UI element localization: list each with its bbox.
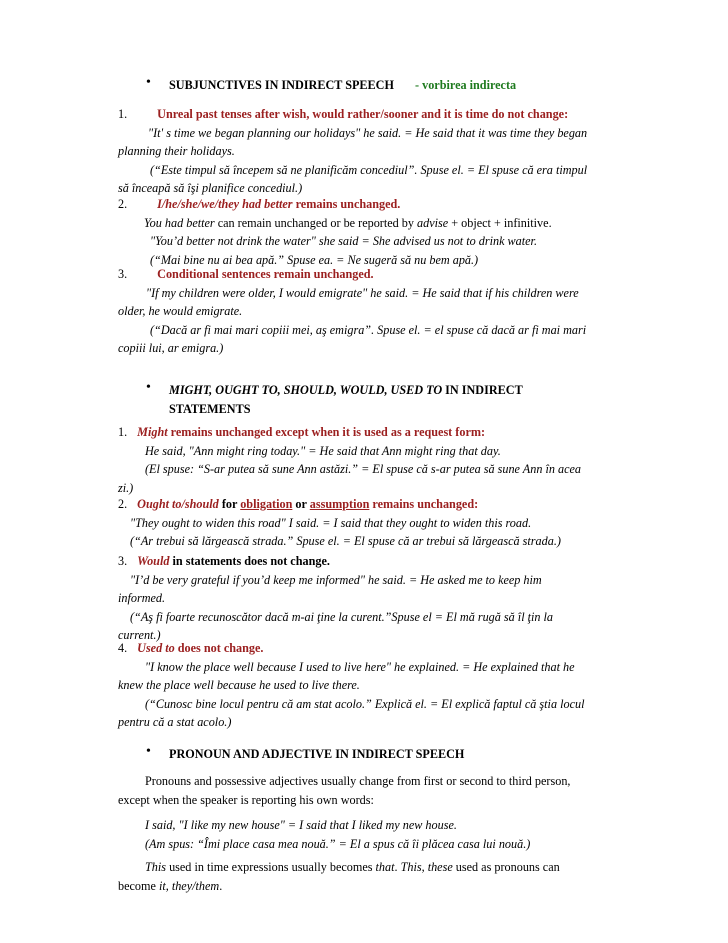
s2-item-2-h-italic: Ought to/should — [137, 497, 219, 511]
s1-item-3 — [118, 265, 608, 358]
s2-item-4-num: 4. — [118, 641, 128, 655]
s1-item-2 — [118, 195, 608, 269]
section1-title: SUBJUNCTIVES IN INDIRECT SPEECH — [169, 78, 394, 92]
s1-item-2-heading-rest: remains unchanged. — [292, 197, 401, 211]
section1-heading — [169, 76, 516, 95]
s3-p2-it-they: it, they/them — [158, 878, 220, 893]
s2-item-1-l2: (El spuse: “S-ar putea să sune Ann astăzi.” = El spuse că s-ar putea să sune Ann în acea — [145, 462, 582, 476]
s1-item-1-num: 1. — [118, 107, 128, 121]
s1-item-1-ex1a: "It' s time we began planning our holidays" he said. = He said that it was time they began — [148, 125, 588, 140]
s2-item-3-h-italic: Would — [137, 554, 170, 568]
s3-p2-this: This — [145, 860, 167, 874]
s2-item-3-l3: (“Aş fi foarte recunoscător dacă m-ai ţine la curent.”Spuse el = El mă rugă să îl ţin la — [130, 609, 554, 624]
bullet-icon: • — [146, 744, 151, 759]
s2-item-3-num: 3. — [118, 554, 128, 568]
s1-item-3-ex2b: copiii lui, ar emigra.) — [118, 341, 224, 355]
s2-item-2-h-or: or — [292, 497, 310, 511]
s1-item-2-num: 2. — [118, 197, 128, 211]
s2-item-3 — [118, 552, 608, 645]
s2-item-2-num: 2. — [118, 497, 128, 511]
s2-item-3-l4: current.) — [118, 628, 161, 642]
s2-item-4-h-italic: Used to — [137, 641, 175, 655]
s1-item-3-num: 3. — [118, 267, 128, 281]
s1-item-2-l1-c: + object + infinitive. — [448, 215, 552, 230]
section1-title-ro: - vorbirea indirecta — [415, 78, 517, 92]
s2-item-2-h-assumption: assumption — [309, 497, 370, 511]
s2-item-1-l1: He said, "Ann might ring today." = He said that Ann might ring that day. — [145, 443, 501, 458]
s2-item-1-h-rest: remains unchanged except when it is used as a request form: — [167, 425, 486, 439]
s3-p1b: except when the speaker is reporting his own words: — [118, 792, 374, 807]
s1-item-3-ex1b: older, he would emigrate. — [118, 304, 243, 318]
bullet-icon: • — [146, 75, 151, 90]
s2-item-3-l1: "I’d be very grateful if you’d keep me informed" he said. = He asked me to keep him — [130, 572, 542, 587]
bullet-icon: • — [146, 380, 151, 395]
s3-p2-d: become — [118, 878, 159, 893]
s1-item-3-heading: Conditional sentences remain unchanged. — [157, 267, 374, 281]
s2-item-1-num: 1. — [118, 425, 128, 439]
s1-item-1-ex2a: (“Este timpul să începem să ne planificăm concediul”. Spuse el. = El spuse că era timpul — [150, 162, 588, 177]
s1-item-2-l1-b: advise — [417, 215, 449, 230]
section3-title: PRONOUN AND ADJECTIVE IN INDIRECT SPEECH — [169, 747, 465, 761]
s2-item-1-h-italic: Might — [137, 425, 168, 439]
s1-item-2-l1-italic: You had better — [144, 215, 215, 230]
s2-item-2-l1: "They ought to widen this road" I said. = I said that they ought to widen this road. — [130, 515, 532, 530]
section2-title-italic: MIGHT, OUGHT TO, SHOULD, WOULD, USED TO — [169, 383, 443, 397]
s2-item-4-l4: pentru că a stat acolo.) — [118, 715, 232, 729]
s3-p2-a: used in time expressions usually becomes — [166, 860, 376, 874]
s3-p1a: Pronouns and possessive adjectives usually change from first or second to third person, — [145, 774, 571, 788]
s2-item-2-h-obligation: obligation — [240, 497, 293, 511]
s1-item-3-ex2a: (“Dacă ar fi mai mari copiii mei, aş emigra”. Spuse el. = el spuse că dacă ar fi mai mari — [150, 322, 587, 337]
s2-item-4-l2: knew the place well because he used to live there. — [118, 678, 360, 692]
s3-p2-that: that — [375, 860, 395, 874]
s2-item-3-l2: informed. — [118, 591, 166, 605]
s1-item-1-heading: Unreal past tenses after wish, would rather/sooner and it is time do not change: — [157, 107, 569, 121]
s2-item-4 — [118, 639, 608, 732]
s3-paragraph-2 — [118, 858, 608, 895]
s3-examples — [118, 816, 608, 853]
s3-ex2: (Am spus: “Îmi place casa mea nouă.” = El a spus că îi plăcea casa lui nouă.) — [145, 836, 531, 851]
s1-item-1-ex1b: planning their holidays. — [118, 144, 235, 158]
s2-item-4-l3: (“Cunosc bine locul pentru că am stat acolo.” Explică el. = El explică faptul că ştia locul — [145, 696, 585, 711]
s2-item-1 — [118, 423, 608, 497]
s2-item-2-h-rest: remains unchanged: — [369, 497, 479, 511]
s3-ex1: I said, "I like my new house" = I said that I liked my new house. — [145, 818, 457, 832]
s1-item-3-ex1a: "If my children were older, I would emigrate" he said. = He said that if his children were — [146, 285, 579, 300]
s3-p2-e: . — [219, 878, 223, 893]
s3-p2-b: . — [394, 860, 401, 874]
s3-p2-this-these: This, these — [400, 860, 453, 874]
s1-item-2-l2: "You’d better not drink the water" she said = She advised us not to drink water. — [150, 234, 537, 248]
s1-item-1-ex2b: să înceapă să îşi planifice concediul.) — [118, 181, 303, 195]
s2-item-2-l2: (“Ar trebui să lărgească strada.” Spuse el. = El spuse că ar trebui să lărgească strada.) — [130, 534, 561, 548]
s2-item-2 — [118, 495, 608, 551]
s2-item-4-h-rest: does not change. — [174, 641, 264, 655]
s1-item-2-l1-a: can remain unchanged or be reported by — [214, 215, 418, 230]
s1-item-2-l3: (“Mai bine nu ai bea apă.” Spuse ea. = Ne sugeră să nu bem apă.) — [150, 252, 479, 267]
s2-item-1-l3: zi.) — [118, 480, 134, 495]
s2-item-3-h-rest: in statements does not change. — [169, 554, 330, 568]
section2-title-line2: STATEMENTS — [169, 401, 251, 416]
s1-item-2-heading-italic: I/he/she/we/they had better — [157, 197, 293, 211]
section2-title-rest: IN INDIRECT — [442, 383, 523, 397]
s2-item-4-l1: "I know the place well because I used to live here" he explained. = He explained that he — [145, 659, 575, 674]
section2-heading — [169, 381, 523, 418]
s1-item-1 — [118, 105, 608, 198]
s2-item-2-h-for: for — [218, 497, 241, 511]
s3-paragraph-1 — [118, 772, 608, 809]
s3-p2-c: used as pronouns can — [452, 860, 560, 874]
